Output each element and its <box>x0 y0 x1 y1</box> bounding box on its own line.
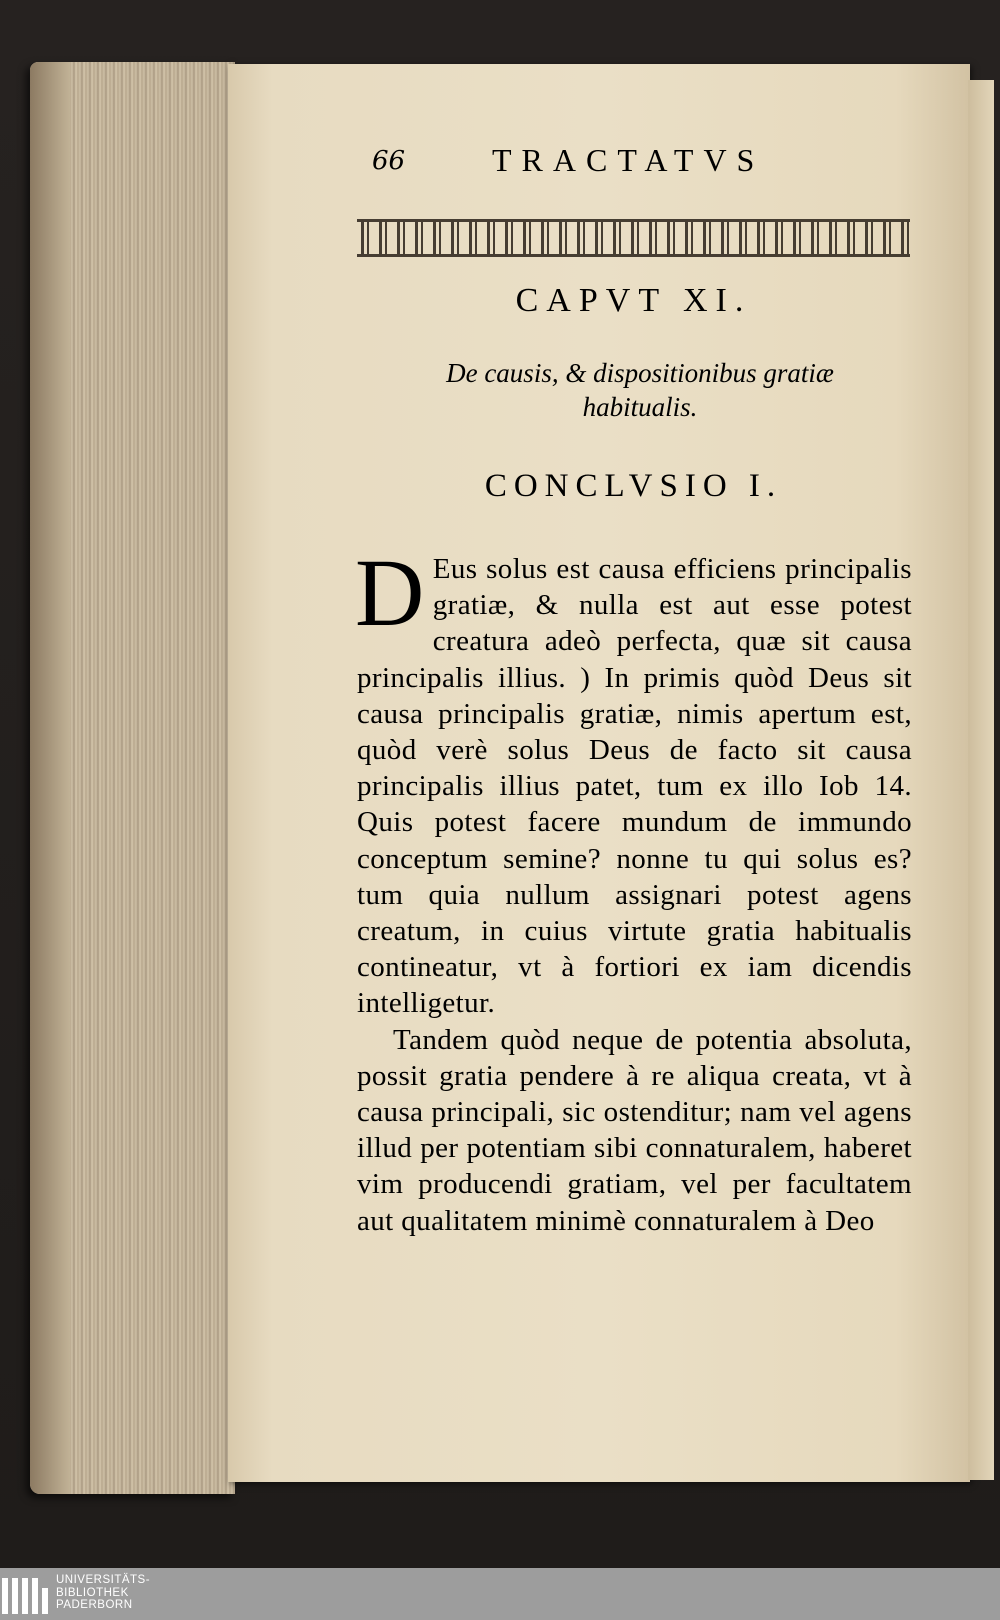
chapter-subtitle-line: habitualis. <box>582 392 698 422</box>
library-name <box>56 1574 150 1612</box>
drop-cap: D <box>355 539 425 646</box>
library-name-line: BIBLIOTHEK <box>56 1586 129 1599</box>
ornament-band <box>357 219 910 257</box>
library-name-line: PADERBORN <box>56 1599 133 1611</box>
facing-page-edge <box>968 80 994 1480</box>
library-logo-icon <box>2 1578 48 1614</box>
chapter-title: CAPVT XI. <box>515 282 752 319</box>
paragraph: Tandem quòd neque de potentia absoluta, possit gratia pendere à re aliqua creata, vt à causa principali, sic ostenditur; nam vel agens illud per potentiam sibi connaturalem, haberet vim producendi gratiam, vel per facultatem aut qualitatem minimè connaturalem à Deo <box>357 1023 912 1237</box>
body-text <box>355 539 912 1239</box>
page-number: 66 <box>372 146 406 176</box>
paragraph <box>355 539 912 1022</box>
running-head <box>372 142 812 182</box>
library-name-line: UNIVERSITÄTS- <box>56 1574 151 1586</box>
book-page-edges <box>30 62 235 1494</box>
library-footer <box>0 1568 1000 1620</box>
section-heading: CONCLVSIO I. <box>484 468 783 504</box>
paragraph-text: Eus solus est causa efficiens principalis gratiæ, & nulla est aut esse potest creatura adeò perfecta, quæ sit causa principalis illius. ) In primis quòd Deus sit causa principalis gratiæ, nimis apertum est, quòd verè solus Deus de facto sit causa principalis illius patet, tum ex illo Iob 14. Quis potest facere mundum de immundo conceptum semine? nonne tu qui solus es? tum quia nullum assignari potest agens creatum, in cuius virtute gratia habitualis contineatur, vt à fortiori ex iam dicendis intelligetur. <box>357 553 912 1020</box>
running-title: TRACTATVS <box>492 142 765 178</box>
chapter-subtitle-line: De causis, & dispositionibus gratiæ <box>446 358 834 388</box>
chapter-subtitle <box>380 356 900 424</box>
